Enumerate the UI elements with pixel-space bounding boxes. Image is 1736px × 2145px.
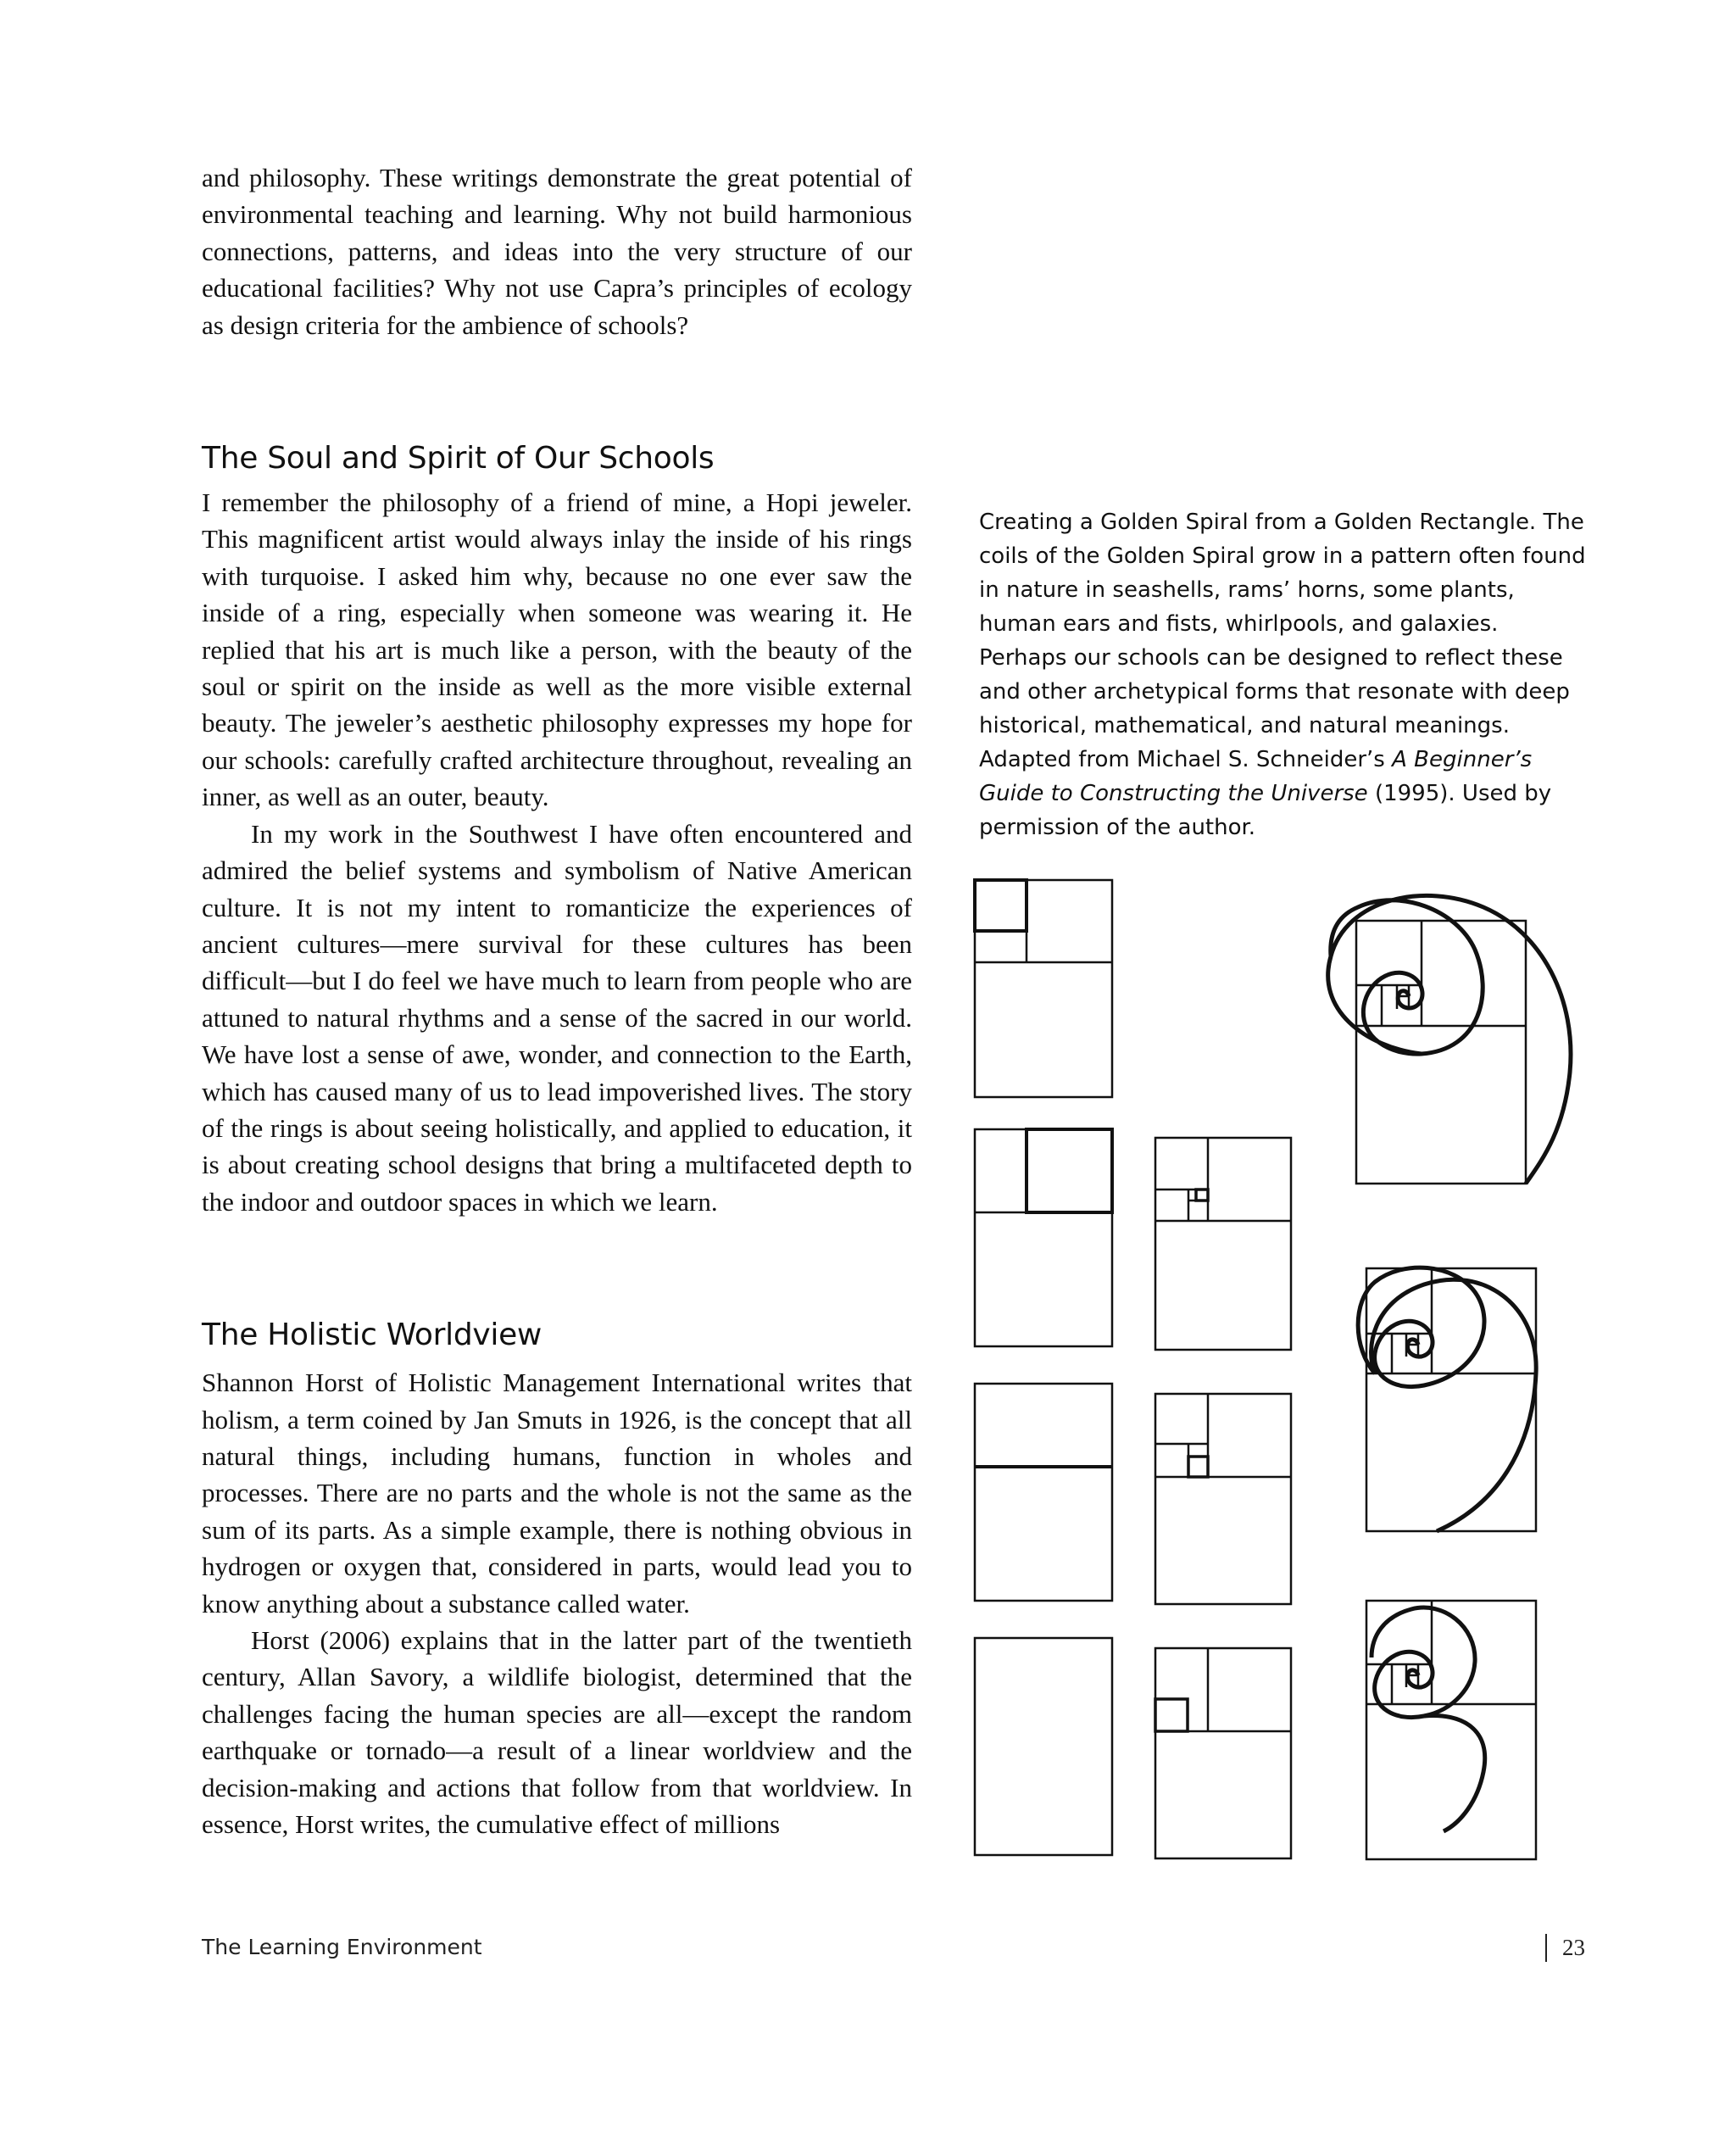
section-heading-soul-spirit: The Soul and Spirit of Our Schools xyxy=(202,441,715,476)
golden-rectangle-step-3 xyxy=(975,1384,1112,1601)
golden-rectangle-step-1 xyxy=(975,880,1112,1097)
golden-rectangle-step-6 xyxy=(1155,1394,1291,1604)
golden-spiral-diagram xyxy=(966,873,1611,1891)
golden-spiral-full xyxy=(1328,895,1571,1184)
footer-divider xyxy=(1545,1934,1547,1962)
caption-citation: (1995). Used by permission of the author. xyxy=(979,781,1552,840)
body-paragraph: Horst (2006) explains that in the latter part of the twentieth century, Allan Savory, a wildlife biologist, determined that the challenges facing the human species are all—except the random earthquake or tornado—a result of a linear worldview and the decision-making and actions that follow from that worldview. In essence, Horst writes, the cumulative effect of millions xyxy=(202,1625,912,1840)
main-text-column xyxy=(202,159,912,1842)
intro-paragraph: and philosophy. These writings demonstrate the great potential of environmental teaching and learning. Why not build harmonious connections, patterns, and ideas into the very structure of our educational facilities? Why not use Capra’s principles of ecology as design criteria for the ambience of schools? xyxy=(202,163,912,340)
section-heading-holistic-worldview: The Holistic Worldview xyxy=(202,1318,542,1353)
body-paragraph: In my work in the Southwest I have often encountered and admired the belief systems and symbolism of Native American culture. It is not my intent to romanticize the experiences of ancient cultures—mere survival for these cultures has been difficult—but I do feel we have much to learn from people who are attuned to natural rhythms and a sense of the sacred in our world. We have lost a sense of awe, wonder, and connection to the Earth, which has caused many of us to lead impoverished lives. The story of the rings is about seeing holistically, and applied to education, it is about creating school designs that bring a multifaceted depth to the indoor and outdoor spaces in which we learn. xyxy=(202,818,912,1217)
caption-body: The coils of the Golden Spiral grow in a pattern often found in nature in seashells, rams’ horns, some plants, human ears and fists, whirlpools, and galaxies. Perhaps our schools can be designed to reflect these and other archetypical forms that resonate with deep historical, mathematical, and natural meanings. Adapted from Michael S. Schneider’s xyxy=(979,510,1586,772)
golden-rectangle-step-4 xyxy=(975,1638,1112,1855)
caption-book-title: A Beginner’s Guide to Constructing the Universe xyxy=(979,747,1533,806)
golden-rectangle-step-5 xyxy=(1155,1138,1291,1350)
figure-caption xyxy=(979,505,1589,844)
caption-title: Creating a Golden Spiral from a Golden Rectangle. xyxy=(979,510,1537,535)
running-footer-title: The Learning Environment xyxy=(202,1935,482,1959)
golden-spiral-medium xyxy=(1358,1268,1536,1531)
body-paragraph: I remember the philosophy of a friend of mine, a Hopi jeweler. This magnificent artist would always inlay the inside of his rings with turquoise. I asked him why, because no one ever saw the inside of a ring, especially when someone was wearing it. He replied that his art is much like a person, with the beauty of the soul or spirit on the inside as well as the more visible external beauty. The jeweler’s aesthetic philosophy expresses my hope for our schools: carefully crafted architecture throughout, revealing an inner, as well as an outer, beauty. xyxy=(202,488,912,812)
golden-spiral-figure xyxy=(966,873,1611,1891)
golden-rectangle-step-7 xyxy=(1155,1648,1291,1858)
page-number: 23 xyxy=(1562,1935,1585,1960)
body-paragraph: Shannon Horst of Holistic Management International writes that holism, a term coined by Jan Smuts in 1926, is the concept that all natural things, including humans, function in wholes and processes. There are no parts and the whole is not the same as the sum of its parts. As a simple example, there is nothing obvious in hydrogen or oxygen that, considered in parts, would lead you to know anything about a substance called water. xyxy=(202,1368,912,1618)
golden-spiral-small xyxy=(1366,1601,1536,1859)
golden-rectangle-step-2 xyxy=(975,1129,1112,1346)
